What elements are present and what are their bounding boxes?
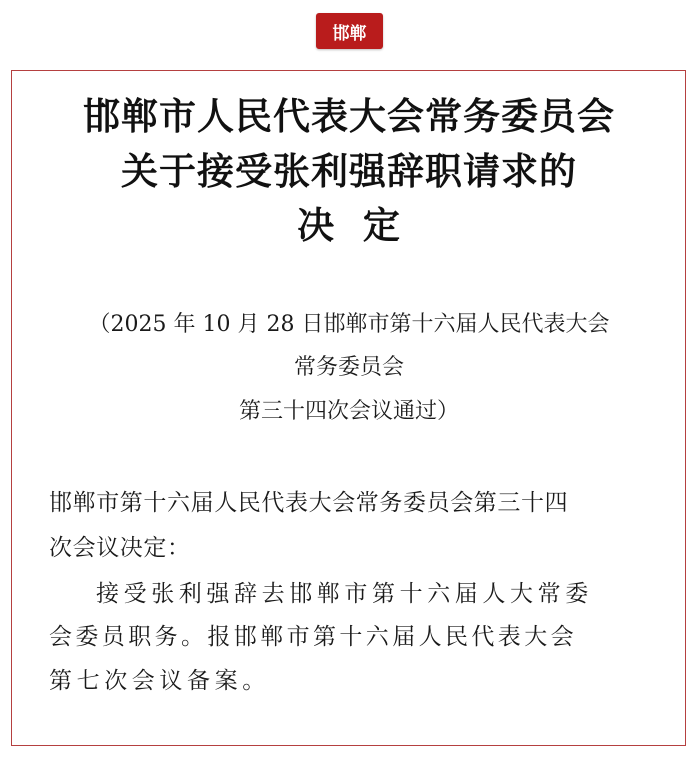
adoption-note-line-3: 第三十四次会议通过） [238,399,459,424]
body-text-line-4: 会委员职务。报邯郸市第十六届人民代表大会 [49,624,577,650]
document-title-line-3: 决 定 [297,204,401,247]
body-text-line-1: 邯郸市第十六届人民代表大会常务委员会第三十四 [49,490,569,516]
body-text-line-2: 次会议决定： [49,535,191,561]
body-text-line-3: 接受张利强辞去邯郸市第十六届人大常委 [96,581,593,607]
document-title-line-2: 关于接受张利强辞职请求的 [121,150,577,193]
document-title-line-1: 邯郸市人民代表大会常务委员会 [83,95,615,138]
adoption-note-line-2: 常务委员会 [293,355,404,380]
region-tag[interactable]: 邯郸 [316,13,383,49]
adoption-note-line-1: （2025 年 10 月 28 日邯郸市第十六届人民代表大会 [88,312,610,337]
body-text-line-5: 第七次会议备案。 [49,668,270,694]
